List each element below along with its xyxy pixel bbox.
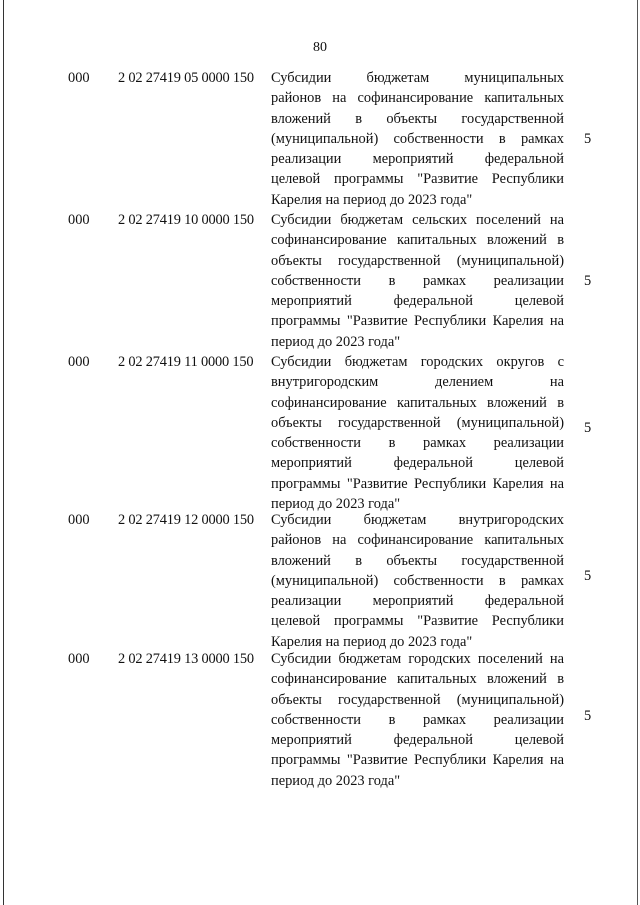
- description-line: Субсидии бюджетам городских округов с: [271, 354, 564, 370]
- row-description: [271, 510, 564, 652]
- description-line: Субсидии бюджетам муниципальных: [271, 70, 564, 86]
- description-line: объекты государственной (муниципальной): [271, 414, 564, 431]
- description-line: объекты государственной (муниципальной): [271, 691, 564, 708]
- description-line: вложений в объекты государственной: [271, 552, 564, 569]
- description-line: районов на софинансирование капитальных: [271, 90, 564, 107]
- description-line: программы "Развитие Республики Карелия на: [271, 313, 564, 330]
- amount: 5: [584, 131, 592, 147]
- budget-code: 2 02 27419 13 0000 150: [118, 651, 254, 667]
- description-line: внутригородским делением на: [271, 374, 564, 391]
- description-line: (муниципальной) собственности в рамках: [271, 572, 564, 589]
- description-line: мероприятий федеральной целевой: [271, 293, 564, 310]
- amount: 5: [584, 708, 592, 724]
- amount: 5: [584, 273, 592, 289]
- page-edge-left: [3, 0, 4, 905]
- row-description: [271, 649, 564, 791]
- row-description: [271, 352, 564, 514]
- description-line: мероприятий федеральной целевой: [271, 455, 564, 472]
- description-line: программы "Развитие Республики Карелия на: [271, 475, 564, 492]
- admin-code: 000: [68, 354, 90, 370]
- description-line: софинансирование капитальных вложений в: [271, 394, 564, 411]
- description-line: (муниципальной) собственности в рамках: [271, 130, 564, 147]
- description-line: целевой программы "Развитие Республики: [271, 171, 564, 188]
- description-line: Субсидии бюджетам внутригородских: [271, 512, 564, 528]
- page-edge-right: [637, 0, 638, 905]
- description-line: Субсидии бюджетам городских поселений на: [271, 651, 564, 667]
- description-line: собственности в рамках реализации: [271, 711, 564, 728]
- admin-code: 000: [68, 512, 90, 528]
- amount: 5: [584, 420, 592, 436]
- description-line: Карелия на период до 2023 года": [271, 191, 473, 208]
- admin-code: 000: [68, 70, 90, 86]
- budget-code: 2 02 27419 10 0000 150: [118, 212, 254, 228]
- budget-code: 2 02 27419 11 0000 150: [118, 354, 254, 370]
- budget-code: 2 02 27419 05 0000 150: [118, 70, 254, 86]
- description-line: объекты государственной (муниципальной): [271, 252, 564, 269]
- page-number: 80: [313, 40, 327, 55]
- row-description: [271, 210, 564, 352]
- description-line: Субсидии бюджетам сельских поселений на: [271, 212, 564, 228]
- description-line: период до 2023 года": [271, 333, 401, 350]
- description-line: собственности в рамках реализации: [271, 435, 564, 452]
- amount: 5: [584, 568, 592, 584]
- description-line: Карелия на период до 2023 года": [271, 633, 473, 650]
- description-line: целевой программы "Развитие Республики: [271, 613, 564, 630]
- description-line: вложений в объекты государственной: [271, 110, 564, 127]
- description-line: период до 2023 года": [271, 772, 401, 789]
- admin-code: 000: [68, 651, 90, 667]
- description-line: период до 2023 года": [271, 496, 401, 513]
- description-line: мероприятий федеральной целевой: [271, 732, 564, 749]
- row-description: [271, 68, 564, 210]
- description-line: софинансирование капитальных вложений в: [271, 232, 564, 249]
- description-line: реализации мероприятий федеральной: [271, 151, 564, 168]
- description-line: собственности в рамках реализации: [271, 272, 564, 289]
- budget-code: 2 02 27419 12 0000 150: [118, 512, 254, 528]
- description-line: софинансирование капитальных вложений в: [271, 671, 564, 688]
- description-line: программы "Развитие Республики Карелия на: [271, 752, 564, 769]
- description-line: районов на софинансирование капитальных: [271, 532, 564, 549]
- description-line: реализации мероприятий федеральной: [271, 593, 564, 610]
- admin-code: 000: [68, 212, 90, 228]
